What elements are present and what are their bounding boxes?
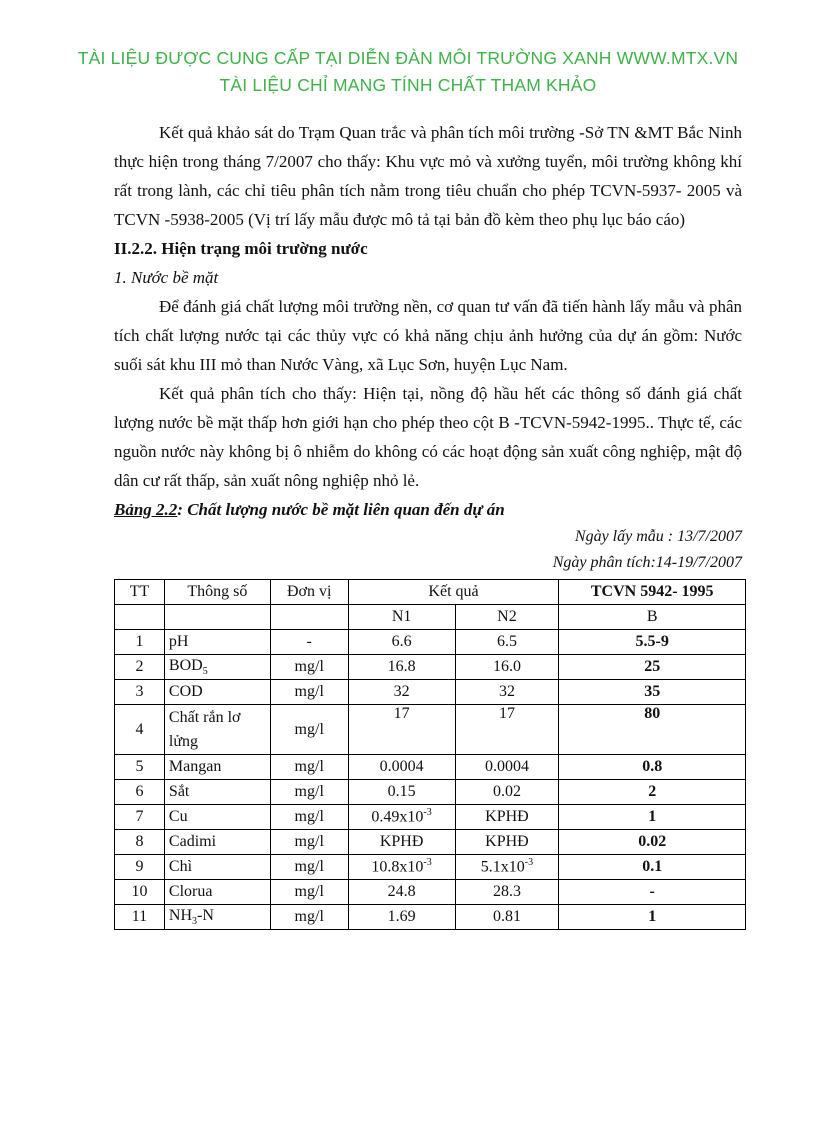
table-row bbox=[115, 855, 746, 880]
cell-n2: 32 bbox=[455, 680, 559, 705]
cell-n1 bbox=[348, 855, 455, 880]
cell-b: 0.1 bbox=[559, 855, 746, 880]
cell-tt: 3 bbox=[115, 680, 165, 705]
watermark-line-1: TÀI LIỆU ĐƯỢC CUNG CẤP TẠI DIỄN ĐÀN MÔI TRƯỜNG XANH WWW.MTX.VN bbox=[77, 48, 739, 68]
cell-b: 0.02 bbox=[559, 830, 746, 855]
table-header-row bbox=[115, 580, 746, 605]
cell-tt: 9 bbox=[115, 855, 165, 880]
cell-n2: KPHĐ bbox=[455, 830, 559, 855]
table-row bbox=[115, 655, 746, 680]
watermark-line-2: TÀI LIỆU CHỈ MANG TÍNH CHẤT THAM KHẢO bbox=[219, 75, 597, 95]
cell-unit: mg/l bbox=[270, 780, 348, 805]
value-exponent: -3 bbox=[423, 807, 432, 819]
cell-tt: 7 bbox=[115, 805, 165, 830]
paragraph-results: Kết quả phân tích cho thấy: Hiện tại, nồng độ hầu hết các thông số đánh giá chất lượng nước bề mặt thấp hơn giới hạn cho phép theo cột B -TCVN-5942-1995.. Thực tế, các nguồn nước này không bị ô nhiễm do không có các hoạt động sản xuất công nghiệp, mật độ dân cư rất thấp, sản xuất nông nghiệp nhỏ lẻ. bbox=[114, 384, 742, 490]
cell-unit: mg/l bbox=[270, 905, 348, 930]
cell-param: Cadimi bbox=[164, 830, 270, 855]
cell-n2: 0.0004 bbox=[455, 755, 559, 780]
cell-unit: mg/l bbox=[270, 830, 348, 855]
param-subscript: 3 bbox=[192, 916, 198, 928]
cell-b: 2 bbox=[559, 780, 746, 805]
sampling-date: Ngày lấy mẫu : 13/7/2007 bbox=[574, 528, 742, 545]
cell-n1: 1.69 bbox=[348, 905, 455, 930]
cell-n2 bbox=[455, 855, 559, 880]
cell-n1: 32 bbox=[348, 680, 455, 705]
header-n2: N2 bbox=[455, 605, 559, 630]
cell-unit: mg/l bbox=[270, 655, 348, 680]
document-body bbox=[114, 118, 742, 930]
cell-param: Sắt bbox=[164, 780, 270, 805]
value-mantissa: 0.49x10 bbox=[371, 808, 424, 826]
table-row bbox=[115, 880, 746, 905]
header-standard: TCVN 5942- 1995 bbox=[559, 580, 746, 605]
table-row bbox=[115, 755, 746, 780]
table-row bbox=[115, 805, 746, 830]
paragraph-air-quality: Kết quả khảo sát do Trạm Quan trắc và phân tích môi trường -Sở TN &MT Bắc Ninh thực hiện trong tháng 7/2007 cho thấy: Khu vực mỏ và xưởng tuyển, môi trường không khí rất trong lành, các chỉ tiêu phân tích nằm trong tiêu chuẩn cho phép TCVN-5937- 2005 và TCVN -5938-2005 (Vị trí lấy mẫu được mô tả tại bản đồ kèm theo phụ lục báo cáo) bbox=[114, 123, 742, 229]
cell-n2: KPHĐ bbox=[455, 805, 559, 830]
param-name: NH bbox=[168, 906, 193, 924]
cell-unit: mg/l bbox=[270, 705, 348, 755]
table-row bbox=[115, 680, 746, 705]
table-row bbox=[115, 830, 746, 855]
cell-param: Chì bbox=[164, 855, 270, 880]
cell-b: 25 bbox=[559, 655, 746, 680]
cell-tt: 10 bbox=[115, 880, 165, 905]
table-subheader-row bbox=[115, 605, 746, 630]
cell-b: 35 bbox=[559, 680, 746, 705]
param-suffix: -N bbox=[197, 906, 214, 924]
cell-param: Clorua bbox=[164, 880, 270, 905]
header-unit: Đơn vị bbox=[270, 580, 348, 605]
value-exponent: -3 bbox=[423, 857, 432, 869]
cell-unit: mg/l bbox=[270, 855, 348, 880]
cell-unit: mg/l bbox=[270, 680, 348, 705]
cell-param: pH bbox=[164, 630, 270, 655]
table-caption-title: : Chất lượng nước bề mặt liên quan đến dự án bbox=[177, 500, 505, 519]
table-caption-label: Bảng 2.2 bbox=[114, 500, 178, 519]
section-heading: II.2.2. Hiện trạng môi trường nước bbox=[114, 239, 368, 258]
cell-b: 80 bbox=[559, 705, 746, 755]
cell-param: Chất rắn lơ lửng bbox=[164, 705, 270, 755]
paragraph-sampling: Để đánh giá chất lượng môi trường nền, cơ quan tư vấn đã tiến hành lấy mẫu và phân tích chất lượng nước tại các thủy vực có khả năng chịu ảnh hưởng của dự án gồm: Nước suối sát khu III mỏ than Nước Vàng, xã Lục Sơn, huyện Lục Nam. bbox=[114, 297, 742, 374]
param-name: BOD bbox=[168, 656, 203, 674]
cell-unit: - bbox=[270, 630, 348, 655]
cell-n1: 24.8 bbox=[348, 880, 455, 905]
cell-tt: 11 bbox=[115, 905, 165, 930]
cell-n2: 0.02 bbox=[455, 780, 559, 805]
water-quality-table bbox=[114, 579, 746, 930]
header-result: Kết quả bbox=[348, 580, 559, 605]
cell-n2: 0.81 bbox=[455, 905, 559, 930]
cell-param: COD bbox=[164, 680, 270, 705]
value-mantissa: 5.1x10 bbox=[480, 858, 525, 876]
cell-n2: 6.5 bbox=[455, 630, 559, 655]
cell-unit: mg/l bbox=[270, 805, 348, 830]
table-row bbox=[115, 780, 746, 805]
header-n1: N1 bbox=[348, 605, 455, 630]
table-row bbox=[115, 705, 746, 755]
value-exponent: -3 bbox=[524, 857, 534, 869]
cell-tt: 2 bbox=[115, 655, 165, 680]
value-mantissa: 10.8x10 bbox=[371, 858, 424, 876]
cell-n1: 17 bbox=[348, 705, 455, 755]
cell-b: 1 bbox=[559, 905, 746, 930]
cell-tt: 4 bbox=[115, 705, 165, 755]
cell-param bbox=[164, 905, 270, 930]
cell-tt: 6 bbox=[115, 780, 165, 805]
cell-n1: 0.15 bbox=[348, 780, 455, 805]
cell-b: 5.5-9 bbox=[559, 630, 746, 655]
analysis-date: Ngày phân tích:14-19/7/2007 bbox=[552, 554, 742, 571]
cell-unit: mg/l bbox=[270, 755, 348, 780]
cell-n2: 17 bbox=[455, 705, 559, 755]
cell-b: 0.8 bbox=[559, 755, 746, 780]
cell-param: Mangan bbox=[164, 755, 270, 780]
subsection-heading: 1. Nước bề mặt bbox=[114, 268, 219, 287]
cell-param: Cu bbox=[164, 805, 270, 830]
cell-n1: KPHĐ bbox=[348, 830, 455, 855]
cell-b: - bbox=[559, 880, 746, 905]
table-row bbox=[115, 630, 746, 655]
subheader-empty bbox=[164, 605, 270, 630]
cell-tt: 8 bbox=[115, 830, 165, 855]
header-col-b: B bbox=[559, 605, 746, 630]
cell-n1 bbox=[348, 805, 455, 830]
cell-b: 1 bbox=[559, 805, 746, 830]
cell-unit: mg/l bbox=[270, 880, 348, 905]
cell-tt: 5 bbox=[115, 755, 165, 780]
header-param: Thông số bbox=[164, 580, 270, 605]
table-caption bbox=[114, 495, 742, 524]
cell-n1: 0.0004 bbox=[348, 755, 455, 780]
cell-n1: 6.6 bbox=[348, 630, 455, 655]
cell-tt: 1 bbox=[115, 630, 165, 655]
subheader-empty bbox=[115, 605, 165, 630]
subheader-empty bbox=[270, 605, 348, 630]
cell-n2: 28.3 bbox=[455, 880, 559, 905]
cell-n1: 16.8 bbox=[348, 655, 455, 680]
cell-param bbox=[164, 655, 270, 680]
param-subscript: 5 bbox=[202, 666, 208, 678]
table-row bbox=[115, 905, 746, 930]
header-tt: TT bbox=[115, 580, 165, 605]
cell-n2: 16.0 bbox=[455, 655, 559, 680]
